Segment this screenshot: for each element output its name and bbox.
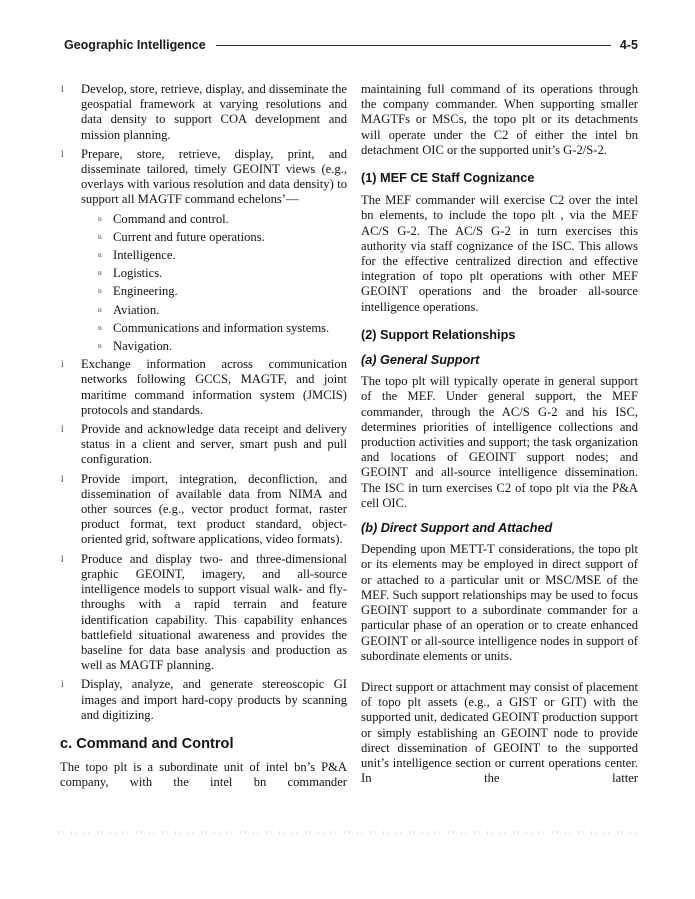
bullet-item [60,82,347,143]
sub-bullet-marker-icon: n [98,322,102,332]
paragraph: Direct support or attachment may consist of placement of topo plt assets (e.g., a GIST or GIT) with the supported unit, dedicated GEOINT production support or simply establishing an GEOINT node to provide direct dissemination of GEOINT to the supported unit’s intelligence section or current operations center. In the latter [361,679,638,786]
bullet-item [60,472,347,548]
sub-bullet-text: Navigation. [113,339,173,354]
bullet-text: Exchange information across communication networks following GCCS, MAGTF, and joint maritime command information system (JMCIS) protocols and standards. [81,357,347,417]
sub-bullet-marker-icon: n [98,304,102,314]
bullet-item [60,357,347,418]
bullet-marker-icon: l [61,473,64,484]
sub-bullet-text: Current and future operations. [113,229,265,244]
sub-bullet-text: Logistics. [113,266,163,281]
sub-bullet-item [98,212,347,227]
sub-bullet-item [98,339,347,354]
sub-bullet-text: Command and control. [113,211,229,226]
page-header [64,38,638,52]
left-column [60,82,347,791]
bullet-text: Provide and acknowledge data receipt and delivery status in a client and server, smart push and pull configuration. [81,422,347,467]
section-heading-command-and-control: c. Command and Control [60,735,234,752]
paragraph: maintaining full command of its operations through the company commander. When supporting smaller MAGTFs or MSCs, the topo plt or its detachments will operate under the C2 of either the intel bn detachment OIC or the supported unit’s G-2/S-2. [361,82,638,157]
sub-bullet-marker-icon: n [98,250,102,260]
paragraph: The topo plt will typically operate in general support of the MEF. Under general support, the MEF commander, through the AC/S G-2 and his ISC, determines priorities of intelligence collections and production activities and support; the task organization and locations of GEOINT support nodes; and GEOINT and all-source intelligence dissemination. The ISC in turn exercises C2 of topo plt via the P&A cell OIC. [361,374,638,510]
sub-bullet-item [98,303,347,318]
sub-bullet-item [98,321,347,336]
paragraph: Depending upon METT-T considerations, the topo plt or its elements may be employed in direct support of or attached to a particular unit or MSC/MSE of the MEF. Such support relationships may be used to focus GEOINT support to a subordinate commander for a particular phase of an operation or to create enhanced GEOINT or all-source intelligence nodes in support of subordinate elements or units. [361,542,638,663]
sub-bullet-item [98,284,347,299]
page-number: 4-5 [619,38,638,52]
heading-support-relationships: (2) Support Relationships [361,327,516,342]
header-title: Geographic Intelligence [64,38,206,52]
bullet-marker-icon: l [61,424,64,435]
right-column [361,82,638,786]
bullet-marker-icon: l [61,148,64,159]
bullet-text: Provide import, integration, deconfliction, and dissemination of available data from NIMA and other sources (e.g., vector product format, raster product format, text product standard, object-oriented grid, software applications, video formats). [81,471,347,547]
bullet-item [60,147,347,208]
bullet-item [60,422,347,468]
sub-bullet-item [98,230,347,245]
sub-bullet-text: Aviation. [113,302,160,317]
bullet-text: Develop, store, retrieve, display, and disseminate the geospatial framework at varying resolutions and data density to support COA development and mission planning. [81,82,347,142]
paragraph: The MEF commander will exercise C2 over the intel bn elements, to include the topo plt , via the MEF AC/S G-2. The AC/S G-2 in turn exercises this authority via staff cognizance of the ISC. This allows for the effective centralized direction and effective integration of topo plt operations with other MEF GEOINT operations and the broader all-source intelligence operations. [361,193,638,314]
header-rule-line [216,45,611,46]
bullet-text: Display, analyze, and generate stereoscopic GI images and import hard-copy products by scanning and digitizing. [81,677,347,722]
bullet-marker-icon: l [61,84,64,94]
sub-bullet-marker-icon: n [98,213,102,223]
bullet-item [60,677,347,723]
heading-mef-ce-staff-cognizance: (1) MEF CE Staff Cognizance [361,171,535,186]
sub-bullet-marker-icon: n [98,268,102,278]
sub-bullet-item [98,266,347,281]
heading-direct-support-and-attached: (b) Direct Support and Attached [361,521,553,536]
sub-bullet-text: Communications and information systems. [113,320,330,335]
sub-bullet-marker-icon: n [98,286,102,296]
heading-general-support: (a) General Support [361,353,480,368]
bullet-marker-icon: l [61,553,64,564]
sub-bullet-marker-icon: n [98,231,102,241]
bullet-text: Produce and display two- and three-dimensional graphic GEOINT, imagery, and all-source intelligence models to support visual walk- and fly-throughs with a rapid terrain and feature identification capability. This capability enhances battlefield situational awareness and provides the baseline for data base analysis and production as well as MAGTF planning. [81,551,347,673]
sub-bullet-item [98,248,347,263]
scan-noise-line [58,831,643,834]
sub-bullet-text: Intelligence. [113,248,176,263]
sub-bullet-text: Engineering. [113,284,178,299]
bullet-item [60,552,347,674]
bullet-marker-icon: l [61,679,64,690]
bullet-text: Prepare, store, retrieve, display, print, and disseminate tailored, timely GEOINT views (e.g., overlays with various resolution and data density) to support all MAGTF command echelons’— [81,146,347,207]
sub-bullet-marker-icon: n [98,341,102,351]
paragraph: The topo plt is a subordinate unit of intel bn’s P&A company, with the intel bn commander [60,760,347,790]
bullet-marker-icon: l [61,359,64,370]
